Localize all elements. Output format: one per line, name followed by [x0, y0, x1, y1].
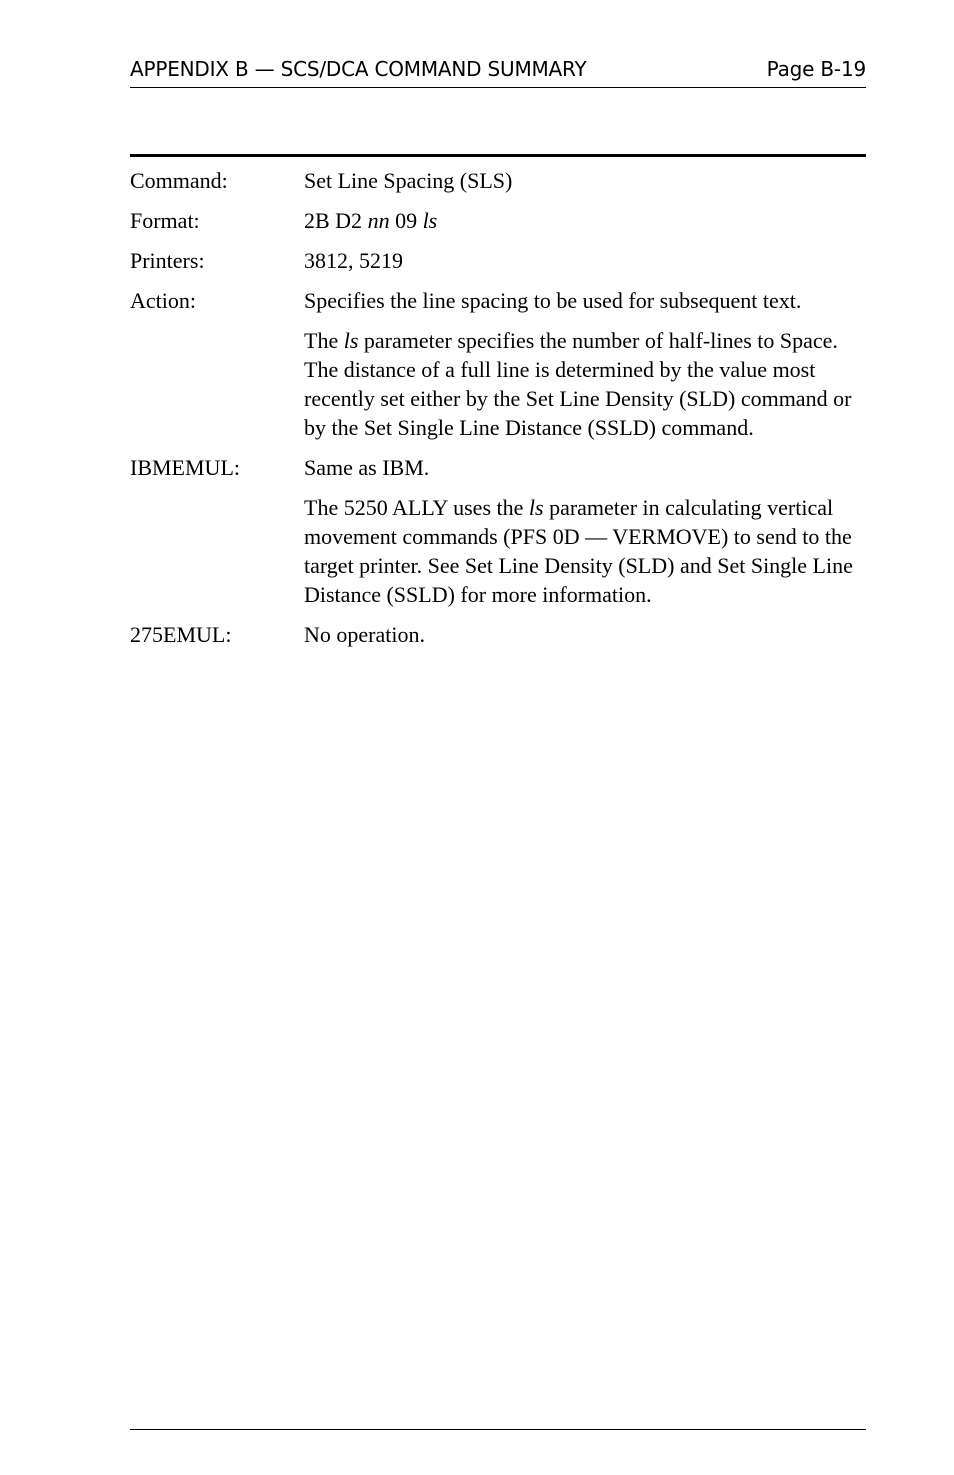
format-param-ls: ls	[422, 208, 438, 233]
command-row	[130, 166, 866, 195]
text-run: parameter in calculating vertical movement commands (PFS 0D — VERMOVE) to send to the target printer. See Set Line Density (SLD) and Set Single Line Distance (SSLD) for more information.	[304, 495, 853, 607]
section-rule	[130, 154, 866, 157]
footer-rule	[130, 1429, 866, 1430]
command-label: Command:	[130, 168, 228, 193]
action-value	[304, 286, 866, 442]
ibmemul-value	[304, 453, 866, 609]
action-paragraph: Specifies the line spacing to be used for subsequent text.	[304, 288, 802, 313]
command-value: Set Line Spacing (SLS)	[304, 168, 513, 193]
param-ls: ls	[528, 495, 544, 520]
action-paragraph	[304, 326, 866, 442]
format-part: 2B D2	[304, 208, 368, 233]
ibmemul-row	[130, 453, 866, 609]
emul275-value: No operation.	[304, 622, 425, 647]
page-header	[130, 57, 866, 81]
format-param-nn: nn	[367, 208, 390, 233]
printers-value: 3812, 5219	[304, 248, 403, 273]
format-value	[304, 206, 866, 235]
format-part: 09	[389, 208, 423, 233]
ibmemul-paragraph	[304, 493, 866, 609]
emul275-label: 275EMUL:	[130, 622, 232, 647]
text-run: parameter specifies the number of half-lines to Space. The distance of a full line is determined by the value most recently set either by the Set Line Density (SLD) command or by the Set Single Line Distance (SSLD) command.	[304, 328, 852, 440]
ibmemul-label: IBMEMUL:	[130, 455, 240, 480]
header-rule	[130, 87, 866, 88]
ibmemul-paragraph: Same as IBM.	[304, 455, 430, 480]
page-number: Page B-19	[766, 57, 866, 81]
action-label: Action:	[130, 288, 196, 313]
format-label: Format:	[130, 208, 200, 233]
action-row	[130, 286, 866, 442]
printers-row	[130, 246, 866, 275]
text-run: The	[304, 328, 344, 353]
param-ls: ls	[343, 328, 359, 353]
header-title: APPENDIX B — SCS/DCA COMMAND SUMMARY	[130, 57, 587, 81]
format-row	[130, 206, 866, 235]
emul275-row	[130, 620, 866, 649]
command-entry	[130, 166, 866, 660]
text-run: The 5250 ALLY uses the	[304, 495, 529, 520]
printers-label: Printers:	[130, 248, 205, 273]
